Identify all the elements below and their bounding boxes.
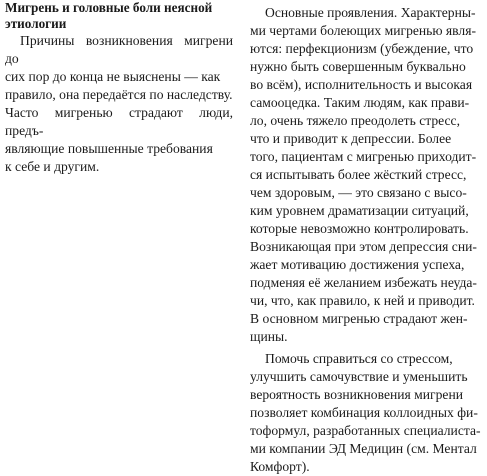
left-column <box>5 0 233 176</box>
left-paragraph: Причины возникновения мигрени до сих пор до конца не выяснены — как правило, она передаётся по наследству. Часто мигренью страдают люди, предъ- являющие повышенные требования к себе и другим. <box>5 33 233 174</box>
right-paragraph-1: Основные проявления. Характерны- ми чертами болеющих мигренью явля- ются: перфекционизм (убеждение, что нужно быть совершенным буквально во всём), исполнительность и высокая самооцедка. Таким людям, как прави- ло, очень тяжело преодолеть стресс, что и приводит к депрессии. Более того, пациентам с мигренью приходит- ся испытывать более жёсткий стресс, чем здоровым, — это связано с высо- ким уровнем драматизации ситуаций, которые невозможно контролировать. Возникающая при этом депрессия сни- жает мотивацию достижения успеха, подменяя её желанием избежать неуда- чи, что, как правило, к ней и приводит. В основном мигренью страдают жен- щины. <box>250 5 477 344</box>
article-heading: Мигрень и головные боли неясной этиологии <box>5 0 213 31</box>
right-paragraph-2: Помочь справиться со стрессом, улучшить самочувствие и уменьшить вероятность возникновения мигрени позволяет комбинация коллоидных фи- тоформул, разработанных специалиста- ми компании ЭД Медицин (см. Ментал Комфорт). <box>250 351 481 474</box>
right-column <box>250 4 481 476</box>
